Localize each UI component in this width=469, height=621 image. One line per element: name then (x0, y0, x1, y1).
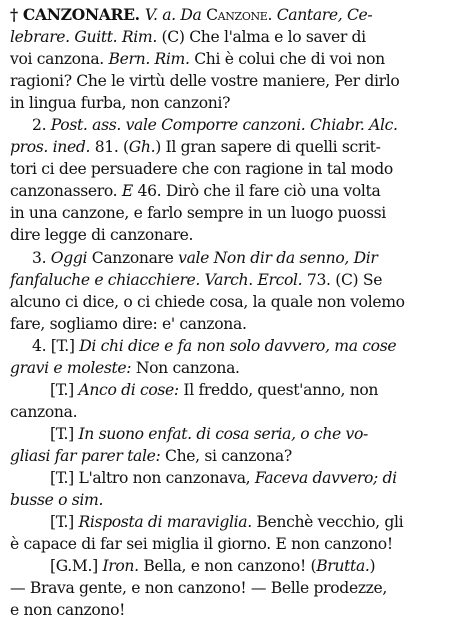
sense-definition: Post. ass. vale Comporre canzoni. Chiabr. Alc. (50, 116, 398, 135)
quote-text: fare, sogliamo dire: e' canzona. (10, 314, 247, 333)
sense-2-line (10, 114, 462, 136)
subsense-line (10, 555, 462, 577)
entry-line (10, 26, 462, 48)
entry-line (10, 92, 462, 114)
quote-text: Non canzona. (131, 358, 240, 377)
etymon: Canzone (206, 6, 268, 24)
entry-line (10, 357, 462, 379)
entry-line (10, 180, 462, 202)
quote-text: 46. Dirò che il fare ciò una volta (132, 182, 381, 201)
entry-line (10, 489, 462, 511)
quote-text: è capace di far sei miglia il giorno. E non canzono! (10, 535, 393, 554)
text-run: ) (369, 557, 376, 576)
text-run: . (267, 6, 277, 24)
entry-line (10, 313, 462, 335)
quote-text: in una canzone, e farlo sempre in un luogo puossi (10, 204, 386, 223)
sense-definition: Di chi dice e fa non solo davvero, ma cose (79, 336, 397, 355)
quote-text: Che, si canzona? (160, 446, 292, 465)
sense-number: 2. (32, 116, 51, 135)
sense-number: 4. (32, 336, 51, 355)
quote-text: — Brava gente, e non canzono! — Belle prodezze, (10, 579, 388, 598)
entry-line (10, 158, 462, 180)
quote-text: dire legge di canzonare. (10, 226, 194, 245)
sense-definition: Anco di cose: (78, 380, 179, 399)
headword: † CANZONARE. (10, 5, 145, 24)
quote-text: (C) Che l'alma e lo saver di (156, 28, 366, 47)
quote-text: canzonassero. (10, 182, 122, 201)
definition: Cantare, Ce- (276, 6, 373, 24)
entry-line (10, 269, 462, 291)
subsense-line (10, 511, 462, 533)
grammar-label: V. a. Da (144, 6, 207, 24)
source-tag: [T.] (50, 424, 79, 443)
subsense-line (10, 423, 462, 445)
source-tag: [G.M.] (50, 557, 103, 576)
entry-line (10, 202, 462, 224)
quote-text: e non canzono! (10, 601, 126, 620)
sense-definition: Risposta di maraviglia. (78, 513, 252, 532)
source-tag: [T.] (50, 468, 79, 487)
entry-line (10, 224, 462, 246)
text-run: Canzonare (87, 248, 179, 267)
text-run: 81. ( (90, 138, 129, 157)
citation: pros. ined. (10, 138, 91, 157)
usage-label: Brutta. (316, 557, 370, 576)
entry-line (10, 401, 462, 423)
quote-text: in lingua furba, non canzoni? (10, 94, 231, 113)
entry-line (10, 445, 462, 467)
source-tag: Gh. (128, 138, 156, 157)
entry-line (10, 136, 462, 158)
quote-text: 73. (C) Se (302, 270, 383, 289)
sense-4-line (10, 335, 462, 357)
quote-text: tori ci dee persuadere che con ragione in tal modo (10, 160, 393, 179)
quote-text: L'altro non canzonava, (78, 468, 255, 487)
entry-line (10, 577, 462, 599)
entry-line (10, 291, 462, 313)
quote-text: alcuno ci dice, o ci chiede cosa, la quale non volemo (10, 292, 405, 311)
definition-citation: fanfaluche e chiacchiere. Varch. Ercol. (10, 270, 303, 289)
sense-number: 3. (32, 248, 51, 267)
entry-line (10, 4, 462, 26)
quote-text: Chi è colui che di voi non (189, 50, 385, 69)
usage-label: Iron. (102, 557, 139, 576)
quote-text: ) Il gran sapere di quelli scrit- (155, 138, 381, 157)
quote-text: Bella, e non canzono! ( (138, 557, 317, 576)
citation: E (121, 182, 133, 201)
source-tag: [T.] (50, 336, 80, 355)
sense-definition: In suono enfat. di cosa seria, o che vo- (78, 424, 368, 443)
quote-text: ragioni? Che le virtù delle vostre maniere, Per dirlo (10, 72, 400, 91)
sense-3-line (10, 247, 462, 269)
sense-definition: Faceva davvero; di (254, 468, 397, 487)
usage-label: Oggi (50, 248, 88, 267)
definition-citation: lebrare. Guitt. Rim. (10, 28, 157, 47)
sense-definition: gliasi far parer tale: (10, 446, 161, 465)
quote-text: canzona. (10, 402, 78, 421)
quote-text: Benchè vecchio, gli (251, 513, 404, 532)
subsense-line (10, 467, 462, 489)
sense-definition: vale Non dir da senno, Dir (178, 248, 378, 267)
dictionary-entry (10, 4, 462, 621)
source-tag: [T.] (50, 513, 79, 532)
quote-text: Il freddo, quest'anno, non (178, 380, 379, 399)
citation: Bern. Rim. (108, 50, 190, 69)
quote-text: voi canzona. (10, 50, 109, 69)
subsense-line (10, 379, 462, 401)
entry-line (10, 48, 462, 70)
sense-definition: busse o sim. (10, 491, 104, 510)
entry-line (10, 533, 462, 555)
source-tag: [T.] (50, 380, 79, 399)
entry-line (10, 70, 462, 92)
sense-definition: gravi e moleste: (10, 358, 132, 377)
